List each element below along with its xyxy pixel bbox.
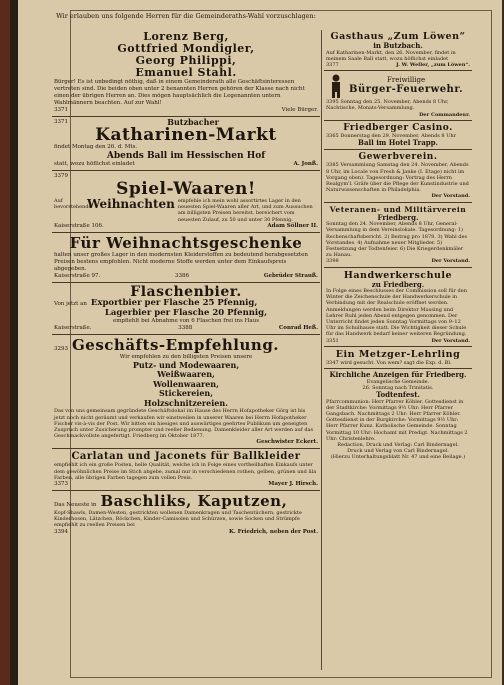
ad-baschliks [52,492,320,537]
divider [324,267,472,268]
spiel-street: Kaiserstraße 106. [54,222,104,229]
ad-number: 3371 [54,107,68,113]
markt-title: Katharinen-Markt [95,125,277,145]
spiel-intro: Auf bevorstehende [54,198,92,211]
bier-street: Kaiserstraße. [54,324,92,331]
gewerbe-signature: Der Vorstand. [431,193,470,200]
ad-geschaeft [52,336,320,448]
veteranen-title: Veteranen- und Militärverein [329,204,467,214]
ad-candidates [52,30,320,115]
ad-number: 3398 [326,258,339,265]
gewerbe-text: Versammlung Samstag den 24. November, Abends 8 Uhr, im Locale von Fresh & Janke (I. Etage) nicht im Vorgang oben). Tagesordnung: Vortrag des Herrn Realgym'l. Gräfe über die Pflege der Kunstindustrie und Naturwissenschaften in Philadelphia. [326,162,469,194]
ad-casino [324,122,472,148]
kirche-title: Kirchliche Anzeigen für Friedberg. [329,370,467,380]
ad-number: 3347 [326,359,339,366]
carlatan-text: empfiehlt ich ein große Posten, helle Qualität, welche ich in Folge eines vortheilhaften Einkaufs unter dem gewöhnlichen Preise im Stich abgebe, zumal nur in verschiedenen rothen, gelben, grünen und lila Farben, alle übrigen Farben tagegen zum vollen Preis. [54,462,317,481]
column-divider [321,30,322,670]
divider [52,232,320,233]
gasthaus-text: Auf Katharinen-Markt, den 26. November, findet in meinem Saale Ball statt, wozu höflichst einladet [326,49,456,62]
weihnacht-signature: Gebrüder Strauß. [263,272,318,279]
ad-number: 3293 [54,345,68,352]
divider [52,490,320,491]
veteranen-text: Sonntag den 24. November, Abends 8 Uhr, General-Versammlung in dem Vereinslokale. Tagesordnung: 1) Rechenschaftsbericht. 2) Beitrag pro 1878. 3) Wahl des Vorstandes. 4) Aufnahme neuer Mitglieder. 5) Festsetzung der Todtenfeier. 6) Die Kriegerdenkmäler zu Hanau. [326,221,468,259]
weihnacht-text: halten unser großes Lager in den modernsten Kleiderstoffen zu bedeutend herabgesetzten Preisen bestens empfohlen. Nicht moderne Stoffe werden unter dem Einkaufspreis abgegeben. [54,251,308,272]
geschaeft-signature: Geschwister Eckert. [256,439,318,446]
ad-metzger [324,348,472,367]
handwerk-sub: zu Friedberg. [371,279,425,289]
candidate-name: Emanuel Stahl. [135,66,237,79]
ad-spielwaaren [52,172,320,231]
fireman-icon [326,73,346,99]
markt-town: Butzbacher [167,117,219,127]
ad-carlatan [52,450,320,489]
feuerwehr-title2: Bürger-Feuerwehr. [349,84,464,96]
bier-l1b: Exportbier per Flasche 25 Pfennig, [90,297,258,308]
kirche-foot1: Redaction, Druck und Verlag: Carl Bindernagel. [337,441,459,448]
ad-number: 3394 [54,528,68,535]
divider [324,368,472,369]
veteranen-signature: Der Vorstand. [431,258,470,265]
right-column [324,30,472,670]
binding-cloth [0,0,10,685]
ad-veteranen [324,204,472,266]
left-column [52,30,320,670]
geschaeft-text: Das von uns gemeinsam gegründete Geschäftslokal im Hause des Herrn Hofapotheker Görg ist bis jetzt noch nicht geräumt und verkaufen wir einstweilen in unserer Waaren bei Herrn Hofapotheker Fischer vis-à-vis der Post. Wir bitten ein hiesiges und auswärtiges geehrtes Publikum um geneigten Zuspruch unter Zusicherung prompter und reeller Bedienung. Damenkleider aller Art werden auf das Geschmackvollste angefertigt. Friedberg im Oktober 1877. [54,408,314,440]
divider [52,170,320,171]
carlatan-signature: Mayer J. Hirsch. [268,480,318,487]
kirche-foot3: (Hierzu Unterhaltungsblatt Nr. 47 und eine Beilage.) [330,454,466,461]
candidate-name: Georg Philippi, [135,54,237,67]
ad-number: 3386 [175,272,190,279]
ad-number: 3371 [54,119,68,125]
divider [324,120,472,121]
divider [324,202,472,203]
candidate-name: Lorenz Berg, [143,30,229,43]
markt-line2: statt, wozu höflichst einladet [54,161,135,167]
ad-flaschenbier [52,284,320,333]
geschaeft-item: Wollenwaaren, [153,378,219,389]
kirche-foot2: Druck und Verlag von Carl Bindernagel. [347,448,449,455]
geschaeft-item: Holzschnitzereien. [144,397,228,408]
header-intro: Wir erlauben uns folgende Herren für die Gemeinderaths-Wahl vorzuschlagen: [56,12,316,20]
geschaeft-item: Stickereien, [158,388,214,399]
ad-number: 3395 [326,99,339,106]
ad-markt [52,118,320,169]
baschliks-text: Kopf-Shawls, Damen-Westen, gestrickten wollenen Damenkragen und Taschentüchern, gestrickte Kinderhosen, Lätzchen, Röckchen, Kinder-Camisolen und Schürzen, sowie Socken und Strümpfe empfiehlt zu reellen Preisen bei [54,509,302,529]
ad-number: 3379 [54,173,68,179]
ad-number: 3373 [54,480,68,487]
spiel-title: Spiel-Waaren! [116,179,256,199]
baschliks-signature: K. Friedrich, neben der Post. [228,528,318,535]
ad-number: 3377 [326,61,339,68]
baschliks-title: Baschliks, Kaputzen, [100,491,288,510]
kirche-text: Pfarrcommunion: Herr Pfarrer Köhler. Gottesdienst in der Stadtkirche: Vormittags 9½ Uhr: Herr Pfarrer Gangsbach. Nachmittags 2 Uhr: Herr Pfarrer Köhler. Gottesdienst in der Burgkirche: Vormittags 9½ Uhr: Herr Pfarrer Kunz. Katholische Gemeinde. Sonntag Vormittag 10 Uhr: Hochamt mit Predigt. Nachmittags 2 Uhr: Christenlehre. [326,398,468,442]
feuerwehr-text: Sonntag den 25. November, Abends 8 Uhr, Nachtische, Monats-Versammlung. [326,99,449,112]
geschaeft-item: Putz- und Modewaaren, [132,359,240,370]
metzger-text: wird gesucht. Von wem? sagt die Exp. d. Bl. [340,359,452,366]
ad-handwerkerschule [324,269,472,345]
candidates-signature: Viele Bürger. [281,107,318,113]
book-binding [0,0,18,685]
divider [52,282,320,283]
church-notices [324,370,472,461]
kirche-s1: Evangelische Gemeinde. [366,378,430,385]
bier-l1: Von jetzt an [54,300,87,307]
casino-text: Donnerstag den 29. November, Abends 8 Uhr [340,133,457,140]
gasthaus-sub: in Butzbach. [373,41,423,50]
bier-title: Flaschenbier. [130,283,242,300]
ad-gasthaus [324,30,472,69]
divider [324,346,472,347]
spiel-word: Weihnachten [87,197,175,211]
handwerk-title: Handwerkerschule [343,269,453,281]
weihnacht-street: Kaiserstraße 97. [54,272,101,279]
ad-gewerbverein [324,151,472,201]
geschaeft-intro: Wir empfehlen zu den billigsten Preisen unsere [119,353,253,360]
feuerwehr-signature: Der Commandeur. [419,111,470,118]
ad-number: 3388 [178,324,193,331]
casino-ball: Ball im Hotel Trapp. [358,138,438,148]
ad-weihnacht [52,234,320,281]
veteranen-sub: Friedberg. [377,212,419,222]
divider [324,70,472,71]
weihnacht-title: Für Weihnachtsgeschenke [69,233,303,252]
bier-l3: empfiehlt bei Abnahme von 6 Flaschen frei ins Haus [112,317,260,324]
handwerk-text: In Folge eines Beschlusses der Commission soll für den Winter die Zeichenschule der Handwerkerschule in Verbindung mit der Realschule eröffnet werden. Anmeldungen werden beim Direktor Mussing und Lehrer Ruhl jeden Abend entgegen genommen. Der Unterricht findet jeden Sonntag Vormittags von 9–12 Uhr im Schulhause statt. Die Wichtigkeit dieser Schule für das Handwerk bedarf keiner weiteren Begründung. [326,288,467,338]
ad-number: 3351 [326,337,339,344]
kirche-s2: 26. Sonntag nach Trinitatis. [362,384,434,391]
gasthaus-signature: J. W. Weller, „zum Löwen“. [396,61,470,68]
ad-number: 3365 [326,133,339,140]
candidates-text: Bürger! Es ist unbedingt nöthig, daß in einem Gemeinderath alle Geschäftsinteressen vertreten sind. Die beiden oben unter 2 benannten Herren gehören der Klasse nach nicht einen der übrigen Herren an. Dies mögen hauptsächlich die Legenannten untern Wahlmännern beachten. Auf zur Wahl! [54,79,305,106]
spiel-text: empfehle ich mein wohl assortirtes Lager in den neuesten Spiel-Waaren aller Art, und zum Aussuchen am billigsten Preisen bereitst, bereichert vom neuesten Zulauf, zu 50 und unter 30 Pfennig. [177,198,313,223]
handwerk-signature: Der Vorstand. [431,337,470,344]
metzger-title: Ein Metzger-Lehrling [335,348,461,360]
gewerbe-title: Gewerbverein. [358,151,438,162]
ad-feuerwehr [324,72,472,119]
geschaeft-title: Geschäfts-Empfehlung. [72,335,280,354]
candidate-name: Gottfried Mondigler, [117,42,255,55]
bier-l2: Lagerbier per Flasche 20 Pfennig, [104,307,268,318]
markt-ball: Abends Ball im Hessischen Hof [106,151,266,161]
feuerwehr-title1: Freiwillige [387,75,426,84]
divider [324,149,472,150]
divider [52,448,320,449]
casino-title: Friedberger Casino. [343,122,453,133]
ad-number: 3385 [326,162,339,169]
kirche-s3: Todtenfest. [376,390,420,399]
divider [52,334,320,335]
bier-signature: Conrad Heß. [278,324,318,331]
carlatan-title: Carlatan und Jaconets für Ballkleider [71,451,301,463]
markt-signature: A. Jonß. [293,161,318,167]
baschliks-label: Das Neueste in [54,501,97,508]
spiel-signature: Adam Söllner II. [267,222,318,229]
geschaeft-item: Weißwaaren, [157,369,215,380]
gasthaus-title: Gasthaus „Zum Löwen“ [330,31,466,42]
markt-line1: findet Montag den 26. d. Mts. [54,144,138,150]
